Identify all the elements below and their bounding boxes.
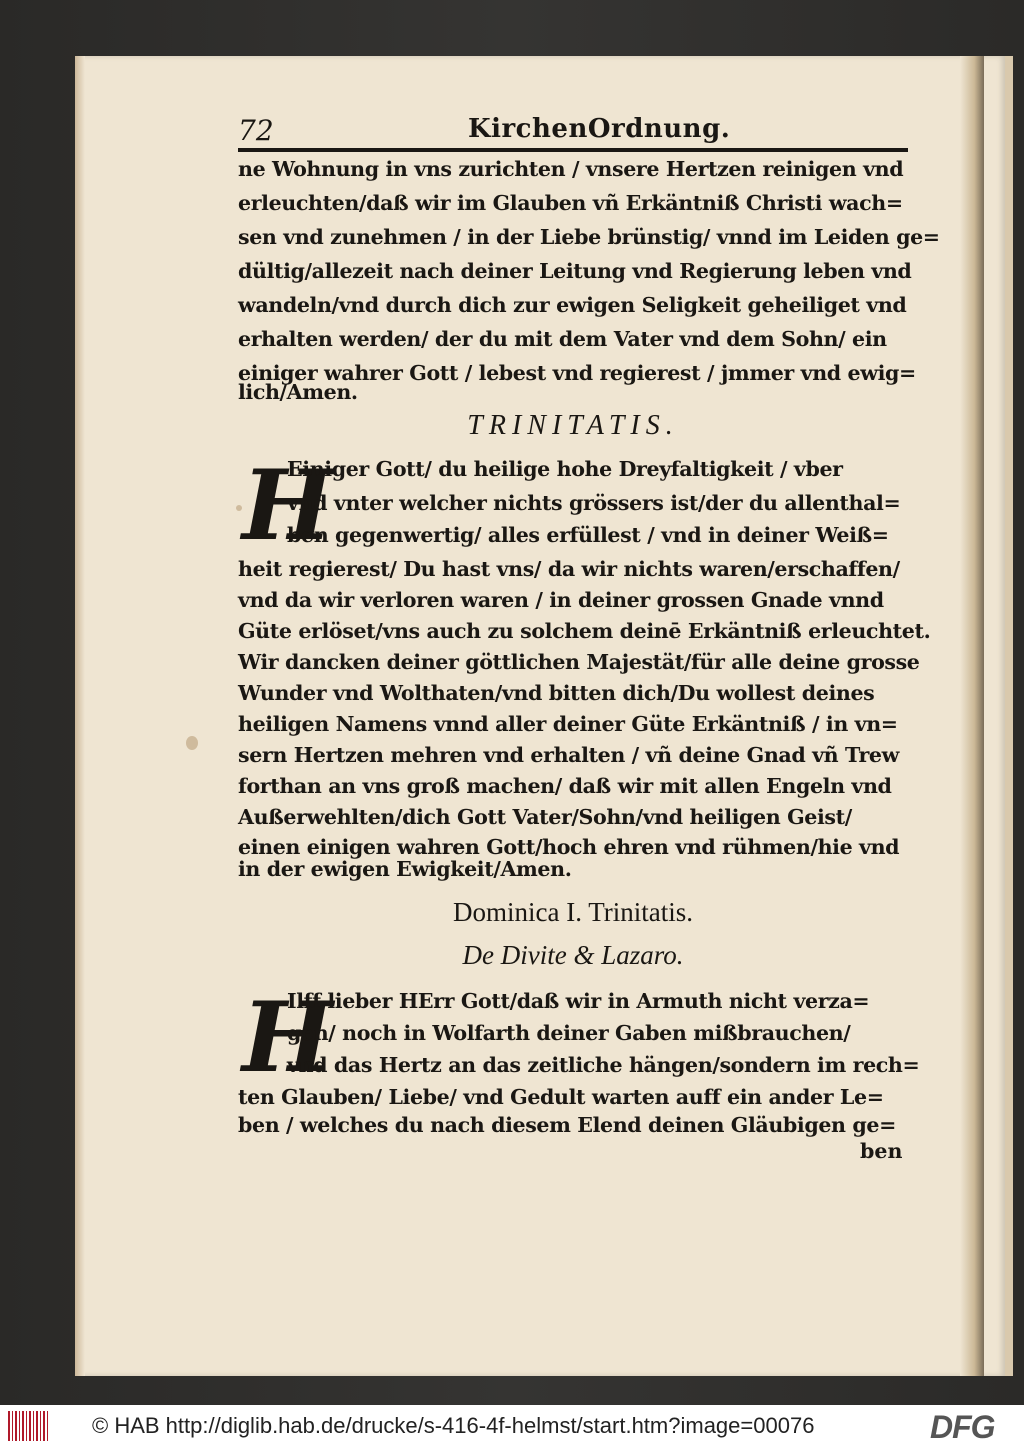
text-line: lich/Amen. bbox=[238, 380, 358, 404]
dfg-logo: DFG bbox=[930, 1409, 995, 1445]
text-line: vnd vnter welcher nichts grössers ist/der du allenthal= bbox=[287, 491, 901, 515]
text-line: wandeln/vnd durch dich zur ewigen Seligkeit geheiliget vnd bbox=[238, 293, 907, 317]
running-head: KirchenOrdnung. bbox=[468, 114, 731, 144]
text-line: forthan an vns groß machen/ daß wir mit allen Engeln vnd bbox=[238, 774, 892, 798]
page-number: 72 bbox=[238, 114, 274, 147]
section-heading: TRINITATIS. bbox=[467, 410, 679, 441]
text-line: ne Wohnung in vns zurichten / vnsere Hertzen reinigen vnd bbox=[238, 157, 904, 181]
text-line: vnd das Hertz an das zeitliche hängen/sondern im rech= bbox=[287, 1053, 920, 1077]
text-line: sen vnd zunehmen / in der Liebe brünstig/ vnnd im Leiden ge= bbox=[238, 225, 940, 249]
copyright-link[interactable]: © HAB http://diglib.hab.de/drucke/s-416-4f-helmst/start.htm?image=00076 bbox=[92, 1413, 815, 1438]
text-line: dültig/allezeit nach deiner Leitung vnd Regierung leben vnd bbox=[238, 259, 912, 283]
text-line: Wunder vnd Wolthaten/vnd bitten dich/Du wollest deines bbox=[238, 681, 875, 705]
section-heading: Dominica I. Trinitatis. bbox=[452, 897, 693, 927]
text-line: Ilff lieber HErr Gott/daß wir in Armuth nicht verza= bbox=[287, 989, 870, 1013]
book-spine bbox=[960, 56, 984, 1376]
text-line: ten Glauben/ Liebe/ vnd Gedult warten auff ein ander Le= bbox=[238, 1085, 884, 1109]
text-line: einen einigen wahren Gott/hoch ehren vnd rühmen/hie vnd bbox=[238, 835, 900, 859]
text-line: Außerwehlten/dich Gott Vater/Sohn/vnd heiligen Geist/ bbox=[238, 805, 852, 829]
page-header bbox=[238, 112, 908, 152]
text-line: einiger wahrer Gott / lebest vnd regierest / jmmer vnd ewig= bbox=[238, 361, 916, 385]
text-line: in der ewigen Ewigkeit/Amen. bbox=[238, 857, 572, 881]
text-line: ben / welches du nach diesem Elend deinen Gläubigen ge= bbox=[238, 1113, 896, 1137]
footer-bar bbox=[0, 1405, 1024, 1447]
section-subheading: De Divite & Lazaro. bbox=[462, 940, 684, 970]
text-line: Wir dancken deiner göttlichen Majestät/für alle deine grosse bbox=[238, 650, 920, 674]
text-line: gen/ noch in Wolfarth deiner Gaben mißbrauchen/ bbox=[287, 1021, 851, 1045]
text-line: sern Hertzen mehren vnd erhalten / vñ deine Gnad vñ Trew bbox=[238, 743, 899, 767]
page-edge bbox=[75, 56, 85, 1376]
text-line: erhalten werden/ der du mit dem Vater vnd dem Sohn/ ein bbox=[238, 327, 887, 351]
text-line: vnd da wir verloren waren / in deiner grossen Gnade vnnd bbox=[238, 588, 884, 612]
catchword: ben bbox=[860, 1139, 903, 1163]
text-line: heit regierest/ Du hast vns/ da wir nichts waren/erschaffen/ bbox=[238, 557, 900, 581]
barcode-icon bbox=[8, 1411, 48, 1441]
drop-initial: H bbox=[242, 981, 333, 1094]
text-line: heiligen Namens vnnd aller deiner Güte Erkäntniß / in vn= bbox=[238, 712, 898, 736]
drop-initial: H bbox=[242, 449, 333, 562]
text-line: erleuchten/daß wir im Glauben vñ Erkäntniß Christi wach= bbox=[238, 191, 903, 215]
text-line: Einiger Gott/ du heilige hohe Dreyfaltigkeit / vber bbox=[287, 457, 843, 481]
text-line: ben gegenwertig/ alles erfüllest / vnd in deiner Weiß= bbox=[287, 523, 889, 547]
text-line: Güte erlöset/vns auch zu solchem deinē Erkäntniß erleuchtet. bbox=[238, 619, 931, 643]
page-stain bbox=[186, 736, 198, 750]
